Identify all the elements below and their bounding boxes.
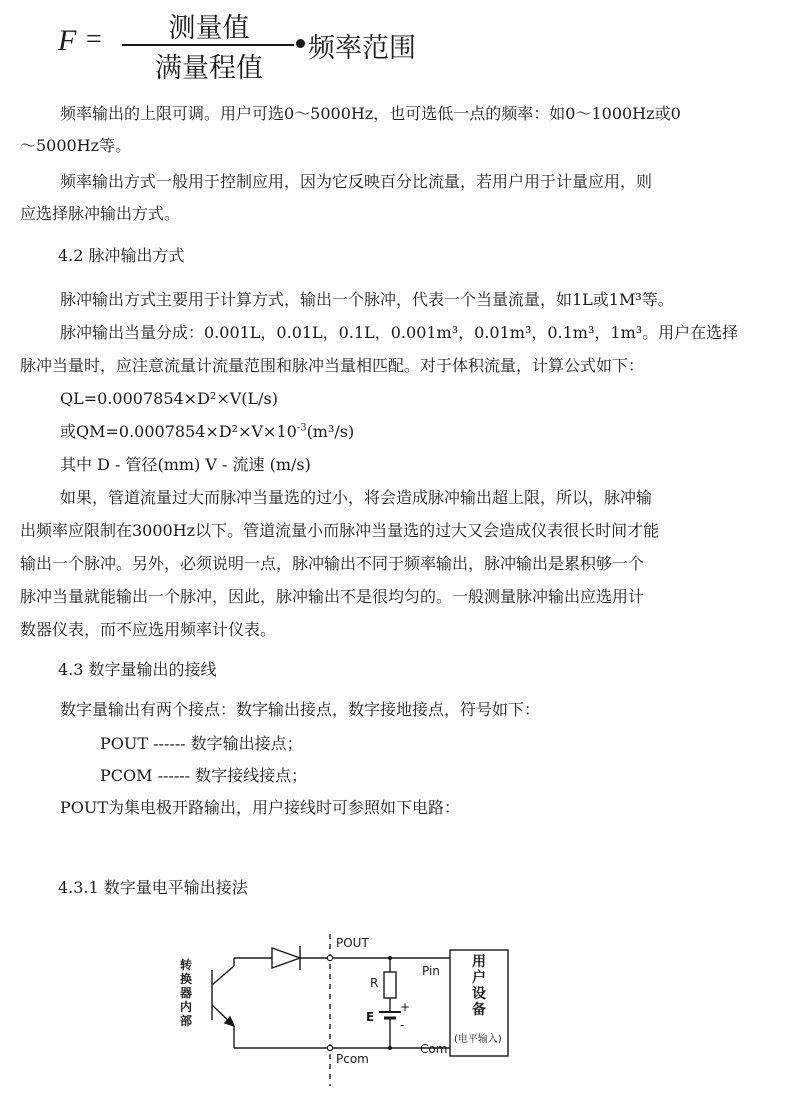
pcom-terminal [327,1045,332,1050]
paragraph-line: 脉冲当量时，应注意流量计流量范围和脉冲当量相匹配。对于体积流量，计算公式如下： [20,356,645,375]
paragraph-line: 数器仪表，而不应选用频率计仪表。 [20,620,277,639]
paragraph-line: ～5000Hz等。 [20,136,132,155]
paragraph-line: 频率输出的上限可调。用户可选0～5000Hz，也可选低一点的频率：如0～1000Hz或0 [60,104,681,123]
equation-qm [60,422,800,442]
paragraph-line: 应选择脉冲输出方式。 [20,204,181,223]
formula-numerator: 测量值 [168,13,250,44]
paragraph-line: 频率输出方式一般用于控制应用，因为它反映百分比流量，若用户用于计量应用，则 [60,172,653,191]
pout-terminal [327,955,332,960]
multiply-dot-icon [296,39,305,48]
pin-label: Pin [422,964,440,978]
equation-qm-main: 或QM=0.0007854×D²×V×10 [60,422,297,441]
section-heading-4-2: 4.2 脉冲输出方式 [58,246,185,265]
paragraph-line: 数字量输出有两个接点：数字输出接点，数字接地接点，符号如下： [60,700,541,719]
user-device-label: 用 户 设 备 [472,954,486,1018]
com-label: Com [420,1042,448,1056]
battery-minus: - [400,1018,405,1032]
formula-lhs: F [58,24,77,57]
equation-qm-exponent: -3 [296,422,307,434]
paragraph-line: 出频率应限制在3000Hz以下。管道流量小而脉冲当量选的过大又会造成仪表很长时间才能 [20,521,660,540]
converter-internal-label: 转 换 器 内 部 [180,958,193,1028]
level-output-circuit-diagram [150,930,530,1090]
resistor-icon [384,972,396,998]
paragraph-line: 脉冲输出当量分成：0.001L，0.01L，0.1L，0.001m³，0.01m³，0.1m³，1m³。用户在选择 [60,323,739,342]
paragraph-line: 输出一个脉冲。另外，必须说明一点，脉冲输出不同于频率输出，脉冲输出是累积够一个 [20,554,645,573]
resistor-label: R [370,976,379,990]
section-heading-4-3-1: 4.3.1 数字量电平输出接法 [58,878,248,897]
pout-definition: POUT ------ 数字输出接点； [100,734,303,753]
frequency-formula [58,6,418,84]
equation-legend: 其中 D - 管径(mm) V - 流速 (m/s) [60,455,311,474]
pout-label: POUT [336,936,369,950]
formula-rest: 频率范围 [308,33,416,64]
battery-plus: + [400,1000,411,1014]
paragraph-line: 脉冲输出方式主要用于计算方式，输出一个脉冲，代表一个当量流量，如1L或1M³等。 [60,290,674,309]
section-heading-4-3: 4.3 数字量输出的接线 [58,660,217,679]
junction-dot [388,956,392,960]
transistor-collector [212,966,234,985]
paragraph-line: 如果，管道流量过大而脉冲当量选的过小，将会造成脉冲输出超上限，所以，脉冲输 [60,488,653,507]
equation-qm-unit: (m³/s) [306,422,355,441]
paragraph-line: 脉冲当量就能输出一个脉冲，因此，脉冲输出不是很均匀的。一般测量脉冲输出应选用计 [20,587,645,606]
battery-label: E [366,1010,375,1024]
formula-denominator: 满量程值 [155,53,263,84]
pcom-definition: PCOM ------ 数字接线接点； [100,766,308,785]
equation-ql: QL=0.0007854×D²×V(L/s) [60,389,278,408]
paragraph-line: POUT为集电极开路输出，用户接线时可参照如下电路： [60,798,461,817]
junction-dot [388,1046,392,1050]
level-input-label: (电平输入) [454,1034,502,1045]
diode-triangle [272,948,300,968]
formula-equals: = [86,24,102,55]
pcom-label: Pcom [336,1052,369,1066]
